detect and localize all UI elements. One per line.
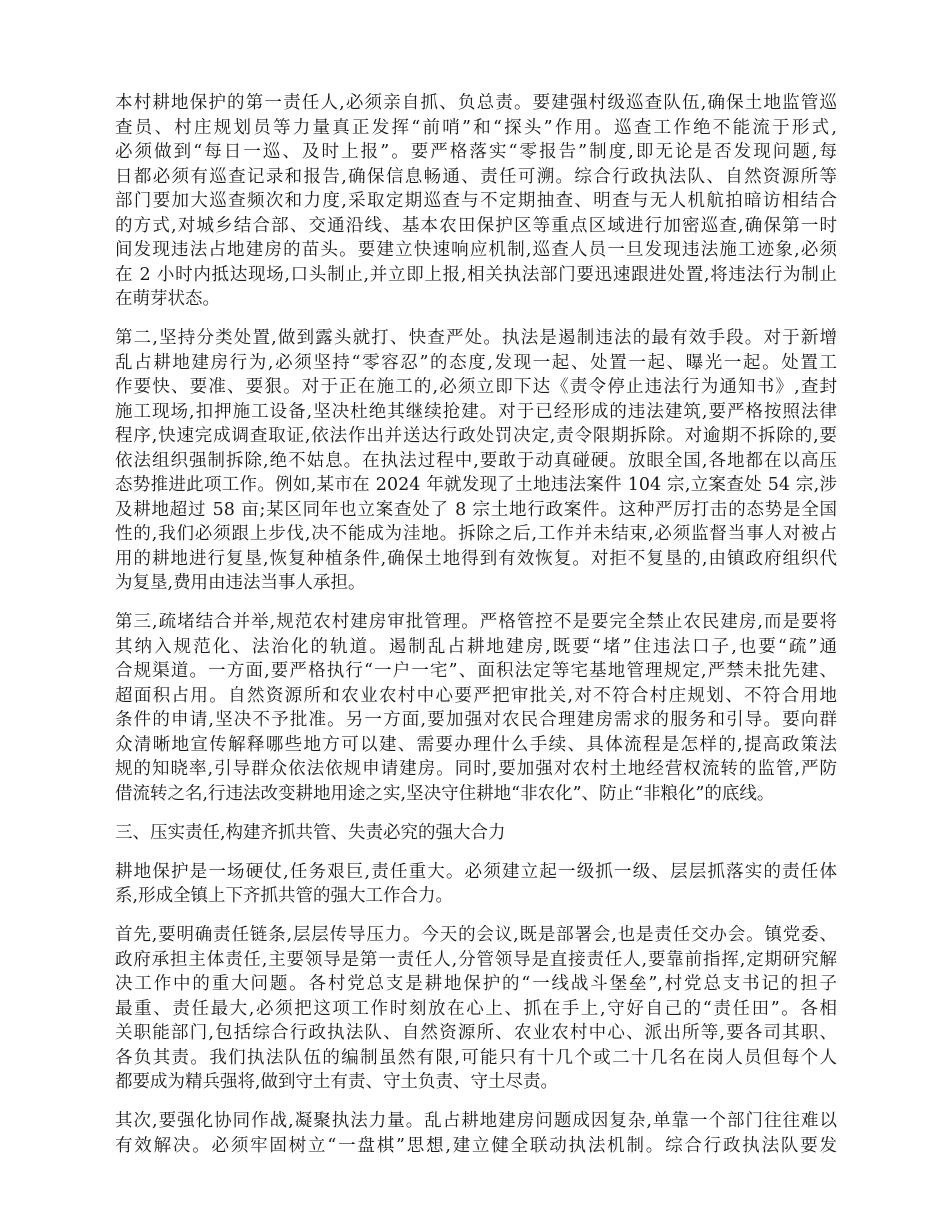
text-line: 有效解决。必须牢固树立“一盘棋”思想,建立健全联动执法机制。综合行政执法队要发 [115, 1135, 837, 1156]
text-line: 第三,疏堵结合并举,规范农村建房审批管理。严格管控不是要完全禁止农民建房,而是要将 [115, 612, 837, 632]
section-heading [115, 821, 837, 846]
text-line: 耕地保护是一场硬仗,任务艰巨,责任重大。必须建立起一级抓一级、层层抓落实的责任体 [115, 861, 837, 882]
text-line: 首先,要明确责任链条,层层传导压力。今天的会议,既是部署会,也是责任交办会。镇党委、 [115, 925, 837, 945]
paragraph [115, 610, 837, 806]
text-line: 借流转之名,行违法改变耕地用途之实,坚决守住耕地“非农化”、防止“非粮化”的底线。 [115, 783, 775, 804]
text-line: 的方式,对城乡结合部、交通沿线、基本农田保护区等重点区域进行加密巡查,确保第一时 [115, 215, 837, 236]
text-line: 及耕地超过 58 亩;某区同年也立案查处了 8 宗土地行政案件。这种严厉打击的态势是全国 [115, 499, 837, 520]
paragraph [115, 326, 837, 596]
text-line: 规的知晓率,引导群众依法依规申请建房。同时,要加强对农村土地经营权流转的监管,严防 [115, 759, 837, 779]
text-line: 其纳入规范化、法治化的轨道。遏制乱占耕地建房,既要“堵”住违法口子,也要“疏”通 [115, 636, 837, 657]
text-line: 在萌芽状态。 [115, 289, 220, 309]
text-line: 本村耕地保护的第一责任人,必须亲自抓、负总责。要建强村级巡查队伍,确保土地监管巡 [115, 93, 837, 113]
text-line: 程序,快速完成调查取证,依法作出并送达行政处罚决定,责令限期拆除。对逾期不拆除的,要 [115, 426, 837, 446]
text-line: 三、压实责任,构建齐抓共管、失责必究的强大合力 [115, 822, 506, 843]
text-line: 部门要加大巡查频次和力度,采取定期巡查与不定期抽查、明查与无人机航拍暗访相结合 [115, 191, 837, 211]
text-line: 条件的申请,坚决不予批准。另一方面,要加强对农民合理建房需求的服务和引导。要向群 [115, 710, 837, 730]
text-line: 乱占耕地建房行为,必须坚持“零容忍”的态度,发现一起、处置一起、曝光一起。处置工 [115, 352, 837, 373]
text-line: 用的耕地进行复垦,恢复种植条件,确保土地得到有效恢复。对拒不复垦的,由镇政府组织代 [115, 548, 837, 569]
text-line: 查员、村庄规划员等力量真正发挥“前哨”和“探头”作用。巡查工作绝不能流于形式, [115, 117, 837, 138]
text-line: 关职能部门,包括综合行政执法队、自然资源所、农业农村中心、派出所等,要各司其职、 [115, 1023, 837, 1043]
text-line: 在 2 小时内抵达现场,口头制止,并立即上报,相关执法部门要迅速跟进处置,将违法行为制止 [115, 264, 837, 285]
text-line: 必须做到“每日一巡、及时上报”。要严格落实“零报告”制度,即无论是否发现问题,每 [115, 142, 837, 162]
text-line: 第二,坚持分类处置,做到露头就打、快查严处。执法是遏制违法的最有效手段。对于新增 [115, 328, 837, 348]
text-line: 间发现违法占地建房的苗头。要建立快速响应机制,巡查人员一旦发现违法施工迹象,必须 [115, 240, 837, 260]
text-line: 态势推进此项工作。例如,某市在 2024 年就发现了土地违法案件 104 宗,立案查处 54 宗,涉 [115, 475, 837, 495]
text-line: 依法组织强制拆除,绝不姑息。在执法过程中,要敢于动真碰硬。放眼全国,各地都在以高压 [115, 450, 837, 471]
text-line: 作要快、要准、要狠。对于正在施工的,必须立即下达《责令停止违法行为通知书》,查封 [115, 377, 837, 397]
text-line: 日都必须有巡查记录和报告,确保信息畅通、责任可溯。综合行政执法队、自然资源所等 [115, 166, 837, 187]
paragraph [115, 860, 837, 909]
text-line: 众清晰地宣传解释哪些地方可以建、需要办理什么手续、具体流程是怎样的,提高政策法 [115, 734, 837, 755]
text-line: 其次,要强化协同作战,凝聚执法力量。乱占耕地建房问题成因复杂,单靠一个部门往往难以 [115, 1111, 837, 1131]
paragraph [115, 91, 837, 312]
text-line: 性的,我们必须跟上步伐,决不能成为洼地。拆除之后,工作并未结束,必须监督当事人对被占 [115, 524, 837, 544]
text-line: 合规渠道。一方面,要严格执行“一户一宅”、面积法定等宅基地管理规定,严禁未批先建、 [115, 661, 837, 681]
text-line: 最重、责任最大,必须把这项工作时刻放在心上、抓在手上,守好自己的“责任田”。各相 [115, 998, 837, 1019]
text-line: 超面积占用。自然资源所和农业农村中心要严把审批关,对不符合村庄规划、不符合用地 [115, 685, 837, 706]
text-line: 系,形成全镇上下齐抓共管的强大工作合力。 [115, 886, 454, 906]
document-page [115, 91, 837, 1173]
text-line: 各负其责。我们执法队伍的编制虽然有限,可能只有十几个或二十几名在岗人员但每个人 [115, 1047, 837, 1068]
text-line: 政府承担主体责任,主要领导是第一责任人,分管领导是直接责任人,要靠前指挥,定期研究解 [115, 949, 837, 970]
text-line: 都要成为精兵强将,做到守土有责、守土负责、守土尽责。 [115, 1072, 559, 1092]
text-line: 为复垦,费用由违法当事人承担。 [115, 573, 366, 593]
paragraph [115, 1109, 837, 1158]
paragraph [115, 923, 837, 1095]
text-line: 决工作中的重大问题。各村党总支是耕地保护的“一线战斗堡垒”,村党总支书记的担子 [115, 974, 837, 994]
text-line: 施工现场,扣押施工设备,坚决杜绝其继续抢建。对于已经形成的违法建筑,要严格按照法律 [115, 401, 837, 422]
